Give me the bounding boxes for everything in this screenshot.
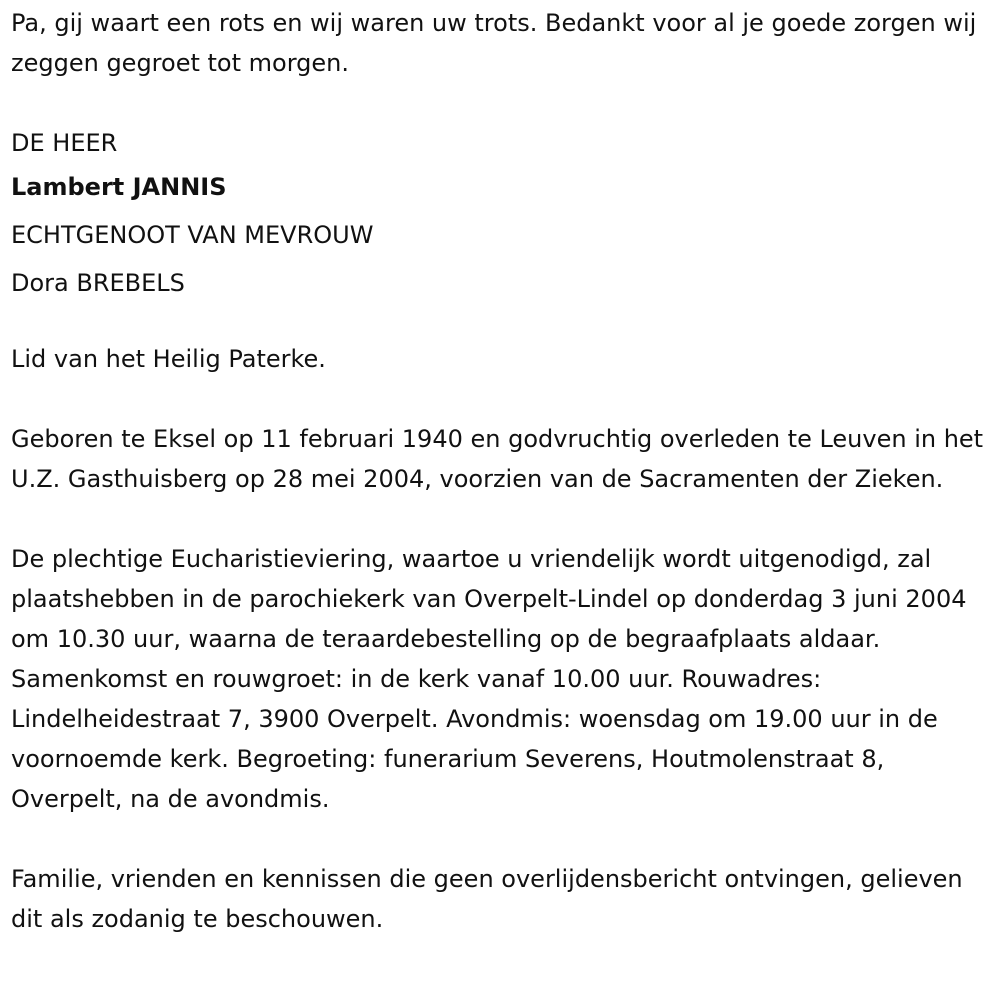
spouse-name: Dora BREBELS: [11, 269, 185, 297]
spacer: [11, 307, 992, 339]
membership-text: Lid van het Heilig Paterke.: [11, 345, 326, 373]
spacer: [11, 499, 992, 539]
birth-death-text: Geboren te Eksel op 11 februari 1940 en godvruchtig overleden te Leuven in het U.Z. Gasthuisberg op 28 mei 2004, voorzien van de Sacramenten der Zieken.: [11, 425, 984, 493]
spacer: [11, 379, 992, 419]
spacer: [11, 819, 992, 859]
motto-text: Pa, gij waart een rots en wij waren uw trots. Bedankt voor al je goede zorgen wij zeggen gegroet tot morgen.: [11, 9, 977, 77]
ceremony-text: De plechtige Eucharistieviering, waartoe u vriendelijk wordt uitgenodigd, zal plaatshebben in de parochiekerk van Overpelt-Lindel op donderdag 3 juni 2004 om 10.30 uur, waarna de teraardebestelling op de begraafplaats aldaar. Samenkomst en rouwgroet: in de kerk vanaf 10.00 uur. Rouwadres: Lindelheidestraat 7, 3900 Overpelt. Avondmis: woensdag om 19.00 uur in de voornoemde kerk. Begroeting: funerarium Severens, Houtmolenstraat 8, Overpelt, na de avondmis.: [11, 545, 967, 813]
deceased-name: Lambert JANNIS: [11, 173, 227, 201]
spacer: [11, 83, 992, 123]
closing-text: Familie, vrienden en kennissen die geen overlijdensbericht ontvingen, gelieven dit als zodanig te beschouwen.: [11, 865, 963, 933]
title-text: DE HEER: [11, 129, 118, 157]
relation-text: ECHTGENOOT VAN MEVROUW: [11, 221, 374, 249]
